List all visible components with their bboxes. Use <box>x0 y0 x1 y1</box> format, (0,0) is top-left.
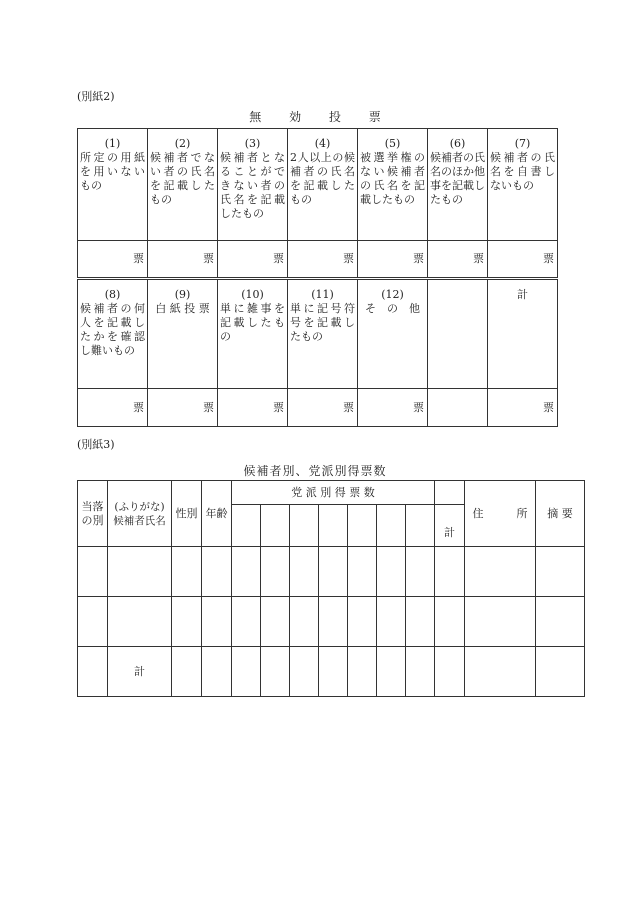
title-char: 票 <box>368 110 381 124</box>
candidate-votes-table <box>77 480 585 697</box>
vote-count-cell: 票 <box>488 389 558 427</box>
category-number: (7) <box>514 137 531 150</box>
category-description: 候補者の何人を記載したかを確認し難いもの <box>80 302 145 357</box>
category-number: (5) <box>384 137 401 150</box>
cell <box>202 547 232 597</box>
furigana-header: (ふりがな) <box>114 500 165 513</box>
cell <box>172 597 202 647</box>
cell <box>261 597 290 647</box>
invalid-category-row-2 <box>78 279 558 389</box>
cell <box>319 597 348 647</box>
category-number: (8) <box>104 288 121 301</box>
invalid-category <box>148 279 218 389</box>
total-label: 計 <box>517 288 528 301</box>
vote-count-cell: 票 <box>288 241 358 279</box>
cell <box>261 547 290 597</box>
vote-count-cell: 票 <box>78 241 148 279</box>
cell <box>435 647 465 697</box>
cell <box>348 597 377 647</box>
category-number: (6) <box>449 137 466 150</box>
invalid-votes-title <box>0 108 630 125</box>
category-number: (12) <box>381 288 404 301</box>
cell <box>377 547 406 597</box>
vote-count-cell: 票 <box>358 241 428 279</box>
empty-cell <box>428 279 488 389</box>
cell <box>108 547 172 597</box>
candidate-row <box>78 547 585 597</box>
cell <box>290 647 319 697</box>
total-header <box>488 279 558 389</box>
invalid-votes-table <box>77 128 558 427</box>
category-description: 候補者の氏名を自書しないもの <box>490 151 555 192</box>
title-char: 効 <box>289 110 302 124</box>
cell <box>232 547 261 597</box>
category-description: 候補者でない者の氏名を記載したもの <box>150 151 215 206</box>
invalid-category <box>428 129 488 241</box>
cell <box>406 647 435 697</box>
party-column-header <box>377 505 406 547</box>
party-total-header: 計 <box>435 505 465 547</box>
category-description: 白 紙 投 票 <box>155 302 210 315</box>
district-header: 当落の別 <box>78 481 108 547</box>
party-column-header <box>348 505 377 547</box>
candidate-name-header: 候補者氏名 <box>113 514 166 527</box>
address-header: 住 所 <box>465 481 536 547</box>
category-number: (2) <box>174 137 191 150</box>
invalid-category <box>148 129 218 241</box>
party-votes-header-spacer <box>435 481 465 505</box>
cell <box>232 597 261 647</box>
vote-count-cell: 票 <box>148 241 218 279</box>
cell <box>78 597 108 647</box>
invalid-category <box>488 129 558 241</box>
candidate-votes-title: 候補者別、党派別得票数 <box>243 464 387 478</box>
category-description: 被選挙権のない候補者の氏名を記載したもの <box>360 151 425 206</box>
title-char: 無 <box>249 110 262 124</box>
cell <box>348 547 377 597</box>
invalid-category <box>288 129 358 241</box>
title-char: 投 <box>328 110 341 124</box>
cell <box>348 647 377 697</box>
cell <box>406 547 435 597</box>
invalid-category <box>218 279 288 389</box>
total-row-label: 計 <box>108 647 172 697</box>
cell <box>406 597 435 647</box>
party-column-header <box>406 505 435 547</box>
cell <box>435 597 465 647</box>
category-number: (9) <box>174 288 191 301</box>
cell <box>232 647 261 697</box>
cell <box>465 647 536 697</box>
cell <box>261 647 290 697</box>
cell <box>435 547 465 597</box>
cell <box>78 547 108 597</box>
party-column-header <box>319 505 348 547</box>
candidate-header-row-1 <box>78 481 585 505</box>
vote-count-cell: 票 <box>218 241 288 279</box>
remarks-header: 摘 要 <box>536 481 585 547</box>
vote-count-cell: 票 <box>78 389 148 427</box>
vote-count-cell: 票 <box>428 241 488 279</box>
party-column-header <box>261 505 290 547</box>
cell <box>536 597 585 647</box>
category-description: そ の 他 <box>365 302 420 315</box>
invalid-category-row-1 <box>78 129 558 241</box>
invalid-category <box>358 279 428 389</box>
cell <box>536 547 585 597</box>
category-description: 所定の用紙を用いないもの <box>80 151 145 192</box>
category-description: 候補者となることができない者の氏名を記載したもの <box>220 151 285 220</box>
invalid-category <box>78 129 148 241</box>
category-description: 2人以上の候補者の氏名を記載したもの <box>290 151 355 206</box>
cell <box>172 647 202 697</box>
category-number: (4) <box>314 137 331 150</box>
party-column-header <box>290 505 319 547</box>
category-description: 単に雑事を記載したもの <box>220 302 285 343</box>
party-votes-header: 党 派 別 得 票 数 <box>232 481 435 505</box>
cell <box>319 547 348 597</box>
category-number: (3) <box>244 137 261 150</box>
invalid-category <box>218 129 288 241</box>
vote-count-cell: 票 <box>488 241 558 279</box>
invalid-category <box>78 279 148 389</box>
invalid-category <box>288 279 358 389</box>
candidate-total-row <box>78 647 585 697</box>
vote-count-cell: 票 <box>218 389 288 427</box>
annex3-label: (別紙3) <box>77 438 115 451</box>
vote-count-cell: 票 <box>148 389 218 427</box>
invalid-category <box>358 129 428 241</box>
cell <box>319 647 348 697</box>
cell <box>172 547 202 597</box>
invalid-count-row-2 <box>78 389 558 427</box>
cell <box>536 647 585 697</box>
cell <box>202 597 232 647</box>
empty-cell <box>428 389 488 427</box>
name-header <box>108 481 172 547</box>
category-number: (1) <box>104 137 121 150</box>
age-header: 年齢 <box>202 481 232 547</box>
invalid-count-row-1 <box>78 241 558 279</box>
category-number: (11) <box>311 288 334 301</box>
cell <box>78 647 108 697</box>
cell <box>202 647 232 697</box>
vote-count-cell: 票 <box>358 389 428 427</box>
cell <box>290 597 319 647</box>
cell <box>465 547 536 597</box>
category-number: (10) <box>241 288 264 301</box>
party-column-header <box>232 505 261 547</box>
cell <box>108 597 172 647</box>
annex2-label: (別紙2) <box>77 90 115 103</box>
candidate-row <box>78 597 585 647</box>
cell <box>465 597 536 647</box>
cell <box>290 547 319 597</box>
category-description: 候補者の氏名のほか他事を記載したもの <box>430 151 485 206</box>
cell <box>377 647 406 697</box>
sex-header: 性別 <box>172 481 202 547</box>
cell <box>377 597 406 647</box>
vote-count-cell: 票 <box>288 389 358 427</box>
category-description: 単に記号符号を記載したもの <box>290 302 355 343</box>
